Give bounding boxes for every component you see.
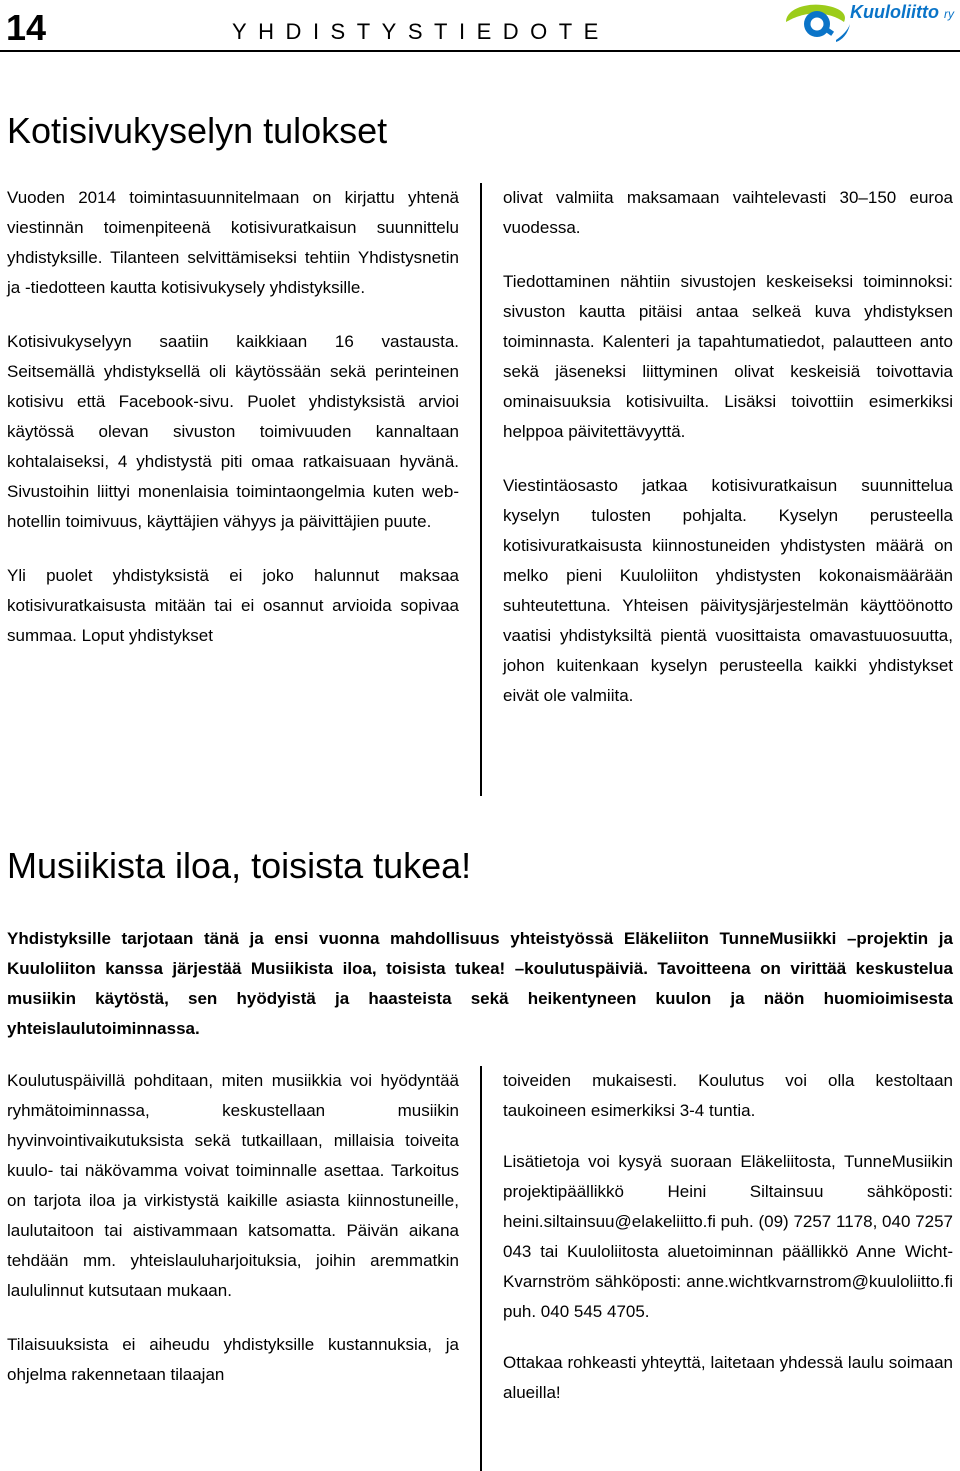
paragraph: Viestintäosasto jatkaa kotisivuratkaisun suunnittelua kyselyn tulosten pohjalta. Kyselyn perusteella kotisivuratkaisusta kiinnostuneiden yhdistysten määrä on melko pieni Kuuloliiton yhdistysten kokonaismäärään suhteutettuna. Yhteisen päivitysjärjestelmän käyttöönotto vaatisi yhdistyksiltä pientä vuosittaista omavastuuosuutta, johon kuitenkaan kyselyn perusteella kaikki yhdistykset eivät ole valmiita. bbox=[503, 476, 953, 705]
paragraph: Tilaisuuksista ei aiheudu yhdistyksille kustannuksia, ja ohjelma rakennetaan tilaajan bbox=[7, 1335, 459, 1384]
newsletter-title: YHDISTYSTIEDOTE bbox=[232, 19, 610, 44]
logo-suffix: ry bbox=[944, 7, 954, 21]
kuuloliitto-logo bbox=[782, 0, 960, 44]
paragraph: Kotisivukyselyyn saatiin kaikkiaan 16 vastausta. Seitsemällä yhdistyksellä oli käytössään sekä perinteinen kotisivu että Facebook-sivu. Puolet yhdistyksistä arvioi käytössä olevan sivuston toimivuuden kannaltaan kohtalaiseksi, 4 yhdistystä piti omaa ratkaisuaan hyvänä. Sivustoihin liittyi monenlaisia toimintaongelmia kuten web-hotellin toimivuus, käyttäjien vähyys ja päivittäjien puute. bbox=[7, 332, 459, 531]
column-divider bbox=[480, 183, 482, 796]
paragraph: Yli puolet yhdistyksistä ei joko halunnut maksaa kotisivuratkaisusta mitään tai ei osannut arvioida sopivaa summaa. Loput yhdistykset bbox=[7, 566, 459, 645]
article2-title: Musiikista iloa, toisista tukea! bbox=[7, 845, 472, 886]
page-number: 14 bbox=[6, 7, 47, 48]
column-divider bbox=[480, 1066, 482, 1471]
paragraph: toiveiden mukaisesti. Koulutus voi olla kestoltaan taukoineen esimerkiksi 3-4 tuntia. bbox=[503, 1071, 953, 1120]
article1-right-column bbox=[503, 183, 953, 711]
article2-right-column bbox=[503, 1066, 953, 1408]
paragraph: Vuoden 2014 toimintasuunnitelmaan on kirjattu yhtenä viestinnän toimenpiteenä kotisivuratkaisun suunnittelu yhdistyksille. Tilanteen selvittämiseksi tehtiin Yhdistysnetin ja -tiedotteen kautta kotisivukysely yhdistyksille. bbox=[7, 188, 459, 297]
paragraph: Koulutuspäivillä pohditaan, miten musiikkia voi hyödyntää ryhmätoiminnassa, keskustellaan musiikin hyvinvointivaikutuksista sekä tutkaillaan, millaisia toiveita kuulo- tai näkövamma voivat toiminnalle asettaa. Tarkoitus on tarjota iloa ja virkistystä kaikille asiasta kiinnostuneille, laulutaitoon tai aistivammaan katsomatta. Päivän aikana tehdään mm. yhteislauluharjoituksia, joihin aremmatkin laululinnut kutsutaan mukaan. bbox=[7, 1071, 459, 1300]
paragraph: olivat valmiita maksamaan vaihtelevasti 30–150 euroa vuodessa. bbox=[503, 188, 953, 237]
article2-intro: Yhdistyksille tarjotaan tänä ja ensi vuonna mahdollisuus yhteistyössä Eläkeliiton TunneMusiikki –projektin ja Kuuloliiton kanssa järjestää Musiikista iloa, toisista tukea! –koulutuspäiviä. Tavoitteena on virittää keskustelua musiikin käytöstä, sen hyödyistä ja haasteista sekä heikentyneen kuulon ja näön huomioimisesta yhteislaulutoiminnassa. bbox=[7, 929, 953, 1038]
article2-left-column bbox=[7, 1066, 459, 1390]
paragraph: Tiedottaminen nähtiin sivustojen keskeiseksi toiminnoksi: sivuston kautta pitäisi antaa selkeä kuva yhdistyksen toiminnasta. Kalenteri ja tapahtumatiedot, palautteen anto sekä jäseneksi liittyminen olivat keskeisiä toivottavia ominaisuuksia kotisivuilta. Lisäksi toivottiin esimerkiksi helppoa päivitettävyyttä. bbox=[503, 272, 953, 441]
paragraph: Lisätietoja voi kysyä suoraan Eläkeliitosta, TunneMusiikin projektipäällikkö Heini Siltainsuu sähköposti: heini.siltainsuu@elakeliitto.fi puh. (09) 7257 1178, 040 7257 043 tai Kuuloliitosta aluetoiminnan päällikkö Anne Wicht-Kvarnström sähköposti: anne.wichtkvarnstrom@kuuloliitto.fi puh. 040 545 4705. bbox=[503, 1152, 953, 1321]
paragraph: Ottakaa rohkeasti yhteyttä, laitetaan yhdessä laulu soimaan alueilla! bbox=[503, 1353, 953, 1402]
logo-mark-icon bbox=[782, 0, 852, 44]
logo-text: Kuuloliitto bbox=[850, 2, 939, 22]
article1-left-column bbox=[7, 183, 459, 651]
article1-title: Kotisivukyselyn tulokset bbox=[7, 110, 388, 151]
header-divider bbox=[0, 50, 960, 52]
